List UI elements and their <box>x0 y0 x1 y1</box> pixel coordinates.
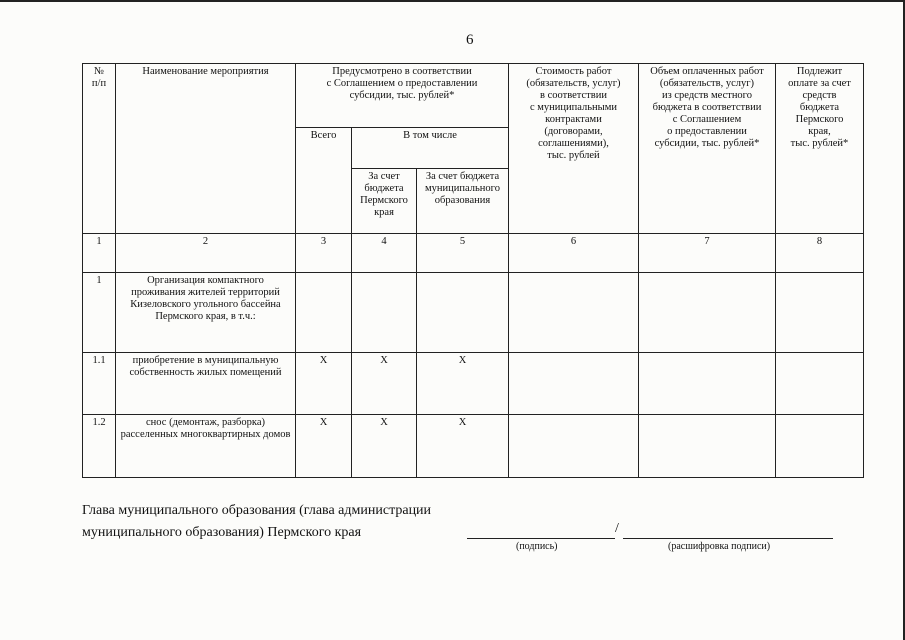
row-cell-mun-budget: Х <box>417 353 509 415</box>
header-paid: Объем оплаченных работ (обязательств, услуг) из средств местного бюджета в соответствии с Соглашением о предоставлении субсидии, тыс. рублей* <box>639 64 776 234</box>
row-cell-cost <box>509 273 639 353</box>
signature-caption: (подпись) <box>516 541 558 552</box>
table-row <box>83 273 864 353</box>
row-cell-mun-budget: Х <box>417 415 509 478</box>
signature-slash: / <box>615 521 619 536</box>
row-cell-perm-budget <box>352 273 417 353</box>
header-perm-budget: За счет бюджета Пермского края <box>352 169 417 234</box>
row-cell-cost <box>509 353 639 415</box>
column-number: 6 <box>509 234 639 273</box>
signature-decode-line <box>623 538 833 539</box>
column-number: 7 <box>639 234 776 273</box>
signature-title-line-1: Глава муниципального образования (глава администрации <box>82 503 432 518</box>
table-row <box>83 415 864 478</box>
row-cell-paid <box>639 415 776 478</box>
row-number: 1.2 <box>83 415 116 478</box>
row-cell-perm-budget: Х <box>352 353 417 415</box>
column-number: 1 <box>83 234 116 273</box>
row-cell-perm-budget: Х <box>352 415 417 478</box>
header-total: Всего <box>296 128 352 234</box>
row-cell-paid <box>639 353 776 415</box>
signature-title <box>82 500 431 544</box>
table-row <box>83 353 864 415</box>
header-row-1 <box>83 64 864 128</box>
row-name: Организация компактного проживания жителей территорий Кизеловского угольного бассейна Пермского края, в т.ч.: <box>116 273 296 353</box>
column-number-row <box>83 234 864 273</box>
row-cell-payable <box>776 415 864 478</box>
row-number: 1 <box>83 273 116 353</box>
row-cell-paid <box>639 273 776 353</box>
header-including: В том числе <box>352 128 509 169</box>
header-mun-budget: За счет бюджета муниципального образования <box>417 169 509 234</box>
row-cell-total: Х <box>296 353 352 415</box>
header-agreement: Предусмотрено в соответствии с Соглашением о предоставлении субсидии, тыс. рублей* <box>296 64 509 128</box>
signature-title-line-2: муниципального образования) Пермского края <box>82 525 362 540</box>
header-payable: Подлежит оплате за счет средств бюджета Пермского края, тыс. рублей* <box>776 64 864 234</box>
signature-line <box>467 538 615 539</box>
column-number: 4 <box>352 234 417 273</box>
row-cell-mun-budget <box>417 273 509 353</box>
column-number: 8 <box>776 234 864 273</box>
column-number: 3 <box>296 234 352 273</box>
column-number: 2 <box>116 234 296 273</box>
row-number: 1.1 <box>83 353 116 415</box>
row-cell-payable <box>776 353 864 415</box>
header-cost: Стоимость работ (обязательств, услуг) в соответствии с муниципальными контрактами (договорами, соглашениями), тыс. рублей <box>509 64 639 234</box>
row-cell-total <box>296 273 352 353</box>
report-table <box>82 63 864 478</box>
header-name: Наименование мероприятия <box>116 64 296 234</box>
header-num: № п/п <box>83 64 116 234</box>
row-cell-cost <box>509 415 639 478</box>
page-number: 6 <box>466 32 474 48</box>
row-name: снос (демонтаж, разборка) расселенных многоквартирных домов <box>116 415 296 478</box>
column-number: 5 <box>417 234 509 273</box>
scan-edge-top <box>0 0 905 2</box>
row-cell-payable <box>776 273 864 353</box>
signature-decode-caption: (расшифровка подписи) <box>668 541 771 552</box>
row-name: приобретение в муниципальную собственность жилых помещений <box>116 353 296 415</box>
row-cell-total: Х <box>296 415 352 478</box>
